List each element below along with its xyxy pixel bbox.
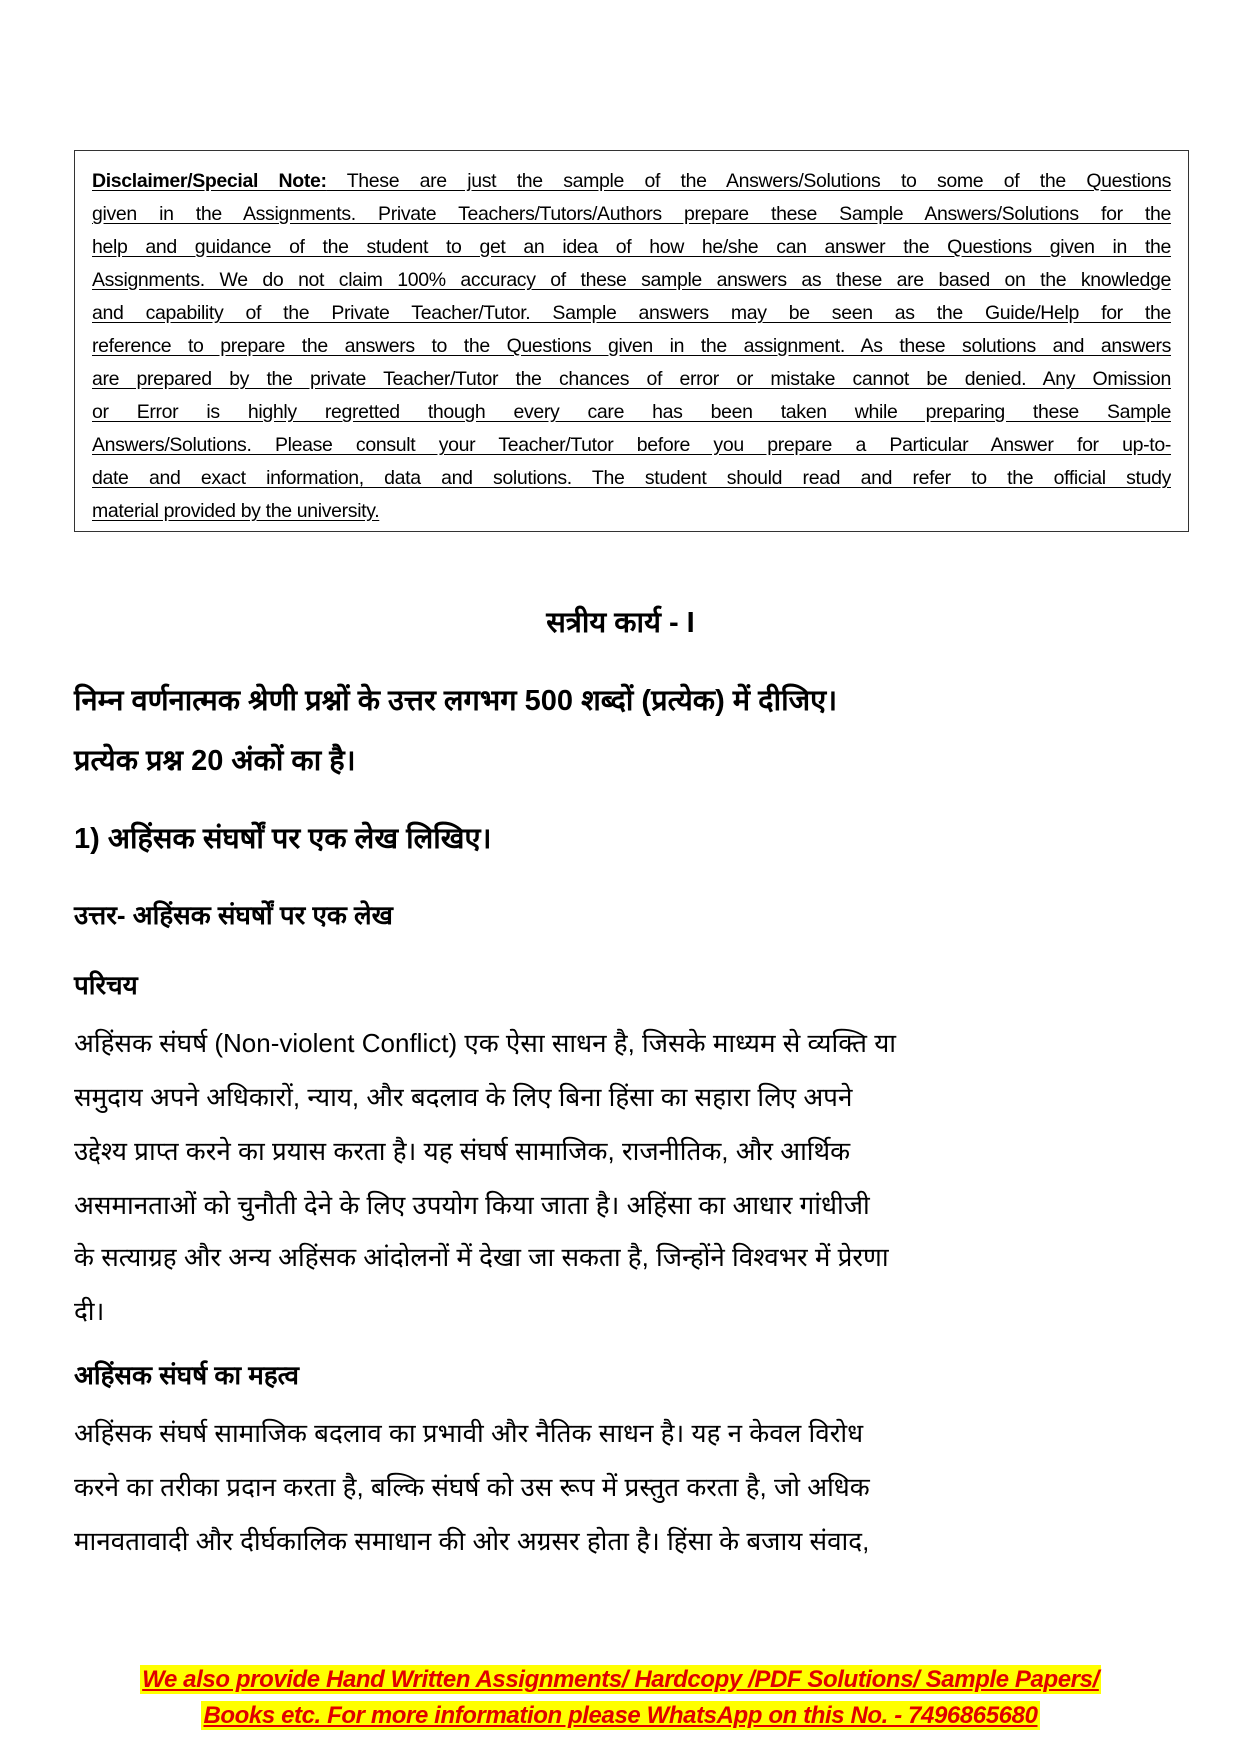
disclaimer-box bbox=[74, 150, 1189, 532]
instructions-line-1: निम्न वर्णनात्मक श्रेणी प्रश्नों के उत्तर लगभग 500 शब्दों (प्रत्येक) में दीजिए। bbox=[74, 685, 838, 717]
paragraph-line: करने का तरीका प्रदान करता है, बल्कि संघर्ष को उस रूप में प्रस्तुत करता है, जो अधिक bbox=[74, 1472, 870, 1502]
disclaimer-line: and capability of the Private Teacher/Tutor. Sample answers may be seen as the Guide/Help for the bbox=[92, 302, 1171, 324]
disclaimer-label: Disclaimer/Special Note: bbox=[92, 170, 327, 192]
disclaimer-line: Answers/Solutions. Please consult your Teacher/Tutor before you prepare a Particular Answer for up-to- bbox=[92, 434, 1171, 456]
disclaimer-line: are prepared by the private Teacher/Tutor the chances of error or mistake cannot be denied. Any Omission bbox=[92, 368, 1171, 390]
instructions-line-2: प्रत्येक प्रश्न 20 अंकों का है। bbox=[74, 745, 356, 777]
disclaimer-line: Assignments. We do not claim 100% accuracy of these sample answers as these are based on the knowledge bbox=[92, 269, 1171, 291]
footer-promo-line-1: We also provide Hand Written Assignments/ Hardcopy /PDF Solutions/ Sample Papers/ bbox=[142, 1666, 1099, 1693]
footer-promo-line-2: Books etc. For more information please WhatsApp on this No. - 7496865680 bbox=[203, 1702, 1038, 1729]
disclaimer-line: help and guidance of the student to get an idea of how he/she can answer the Questions given in the bbox=[92, 236, 1171, 258]
paragraph-line: मानवतावादी और दीर्घकालिक समाधान की ओर अग्रसर होता है। हिंसा के बजाय संवाद, bbox=[74, 1526, 870, 1556]
section-heading: परिचय bbox=[74, 970, 138, 1000]
paragraph-line: अहिंसक संघर्ष सामाजिक बदलाव का प्रभावी और नैतिक साधन है। यह न केवल विरोध bbox=[74, 1418, 864, 1448]
disclaimer-line: reference to prepare the answers to the Questions given in the assignment. As these solutions and answers bbox=[92, 335, 1171, 357]
disclaimer-line: date and exact information, data and solutions. The student should read and refer to the official study bbox=[92, 467, 1171, 489]
disclaimer-line: Disclaimer/Special Note: These are just the sample of the Answers/Solutions to some of the Questions bbox=[92, 170, 1171, 192]
disclaimer-line: material provided by the university. bbox=[92, 500, 380, 522]
paragraph-line: अहिंसक संघर्ष (Non-violent Conflict) एक ऐसा साधन है, जिसके माध्यम से व्यक्ति या bbox=[74, 1028, 897, 1058]
question-heading: 1) अहिंसक संघर्षों पर एक लेख लिखिए। bbox=[74, 823, 492, 855]
paragraph-line: समुदाय अपने अधिकारों, न्याय, और बदलाव के लिए बिना हिंसा का सहारा लिए अपने bbox=[74, 1082, 853, 1112]
disclaimer-line: or Error is highly regretted though every care has been taken while preparing these Sample bbox=[92, 401, 1171, 423]
paragraph-line: के सत्याग्रह और अन्य अहिंसक आंदोलनों में देखा जा सकता है, जिन्होंने विश्वभर में प्रेरणा bbox=[74, 1242, 889, 1272]
disclaimer-line: given in the Assignments. Private Teachers/Tutors/Authors prepare these Sample Answers/Solutions for the bbox=[92, 203, 1171, 225]
answer-heading: उत्तर- अहिंसक संघर्षों पर एक लेख bbox=[74, 900, 393, 930]
paragraph-line: उद्देश्य प्राप्त करने का प्रयास करता है। यह संघर्ष सामाजिक, राजनीतिक, और आर्थिक bbox=[74, 1136, 851, 1166]
paragraph-line: दी। bbox=[74, 1296, 105, 1326]
assignment-title: सत्रीय कार्य - I bbox=[546, 607, 695, 639]
section-heading: अहिंसक संघर्ष का महत्व bbox=[74, 1360, 299, 1390]
paragraph-line: असमानताओं को चुनौती देने के लिए उपयोग किया जाता है। अहिंसा का आधार गांधीजी bbox=[74, 1190, 870, 1220]
